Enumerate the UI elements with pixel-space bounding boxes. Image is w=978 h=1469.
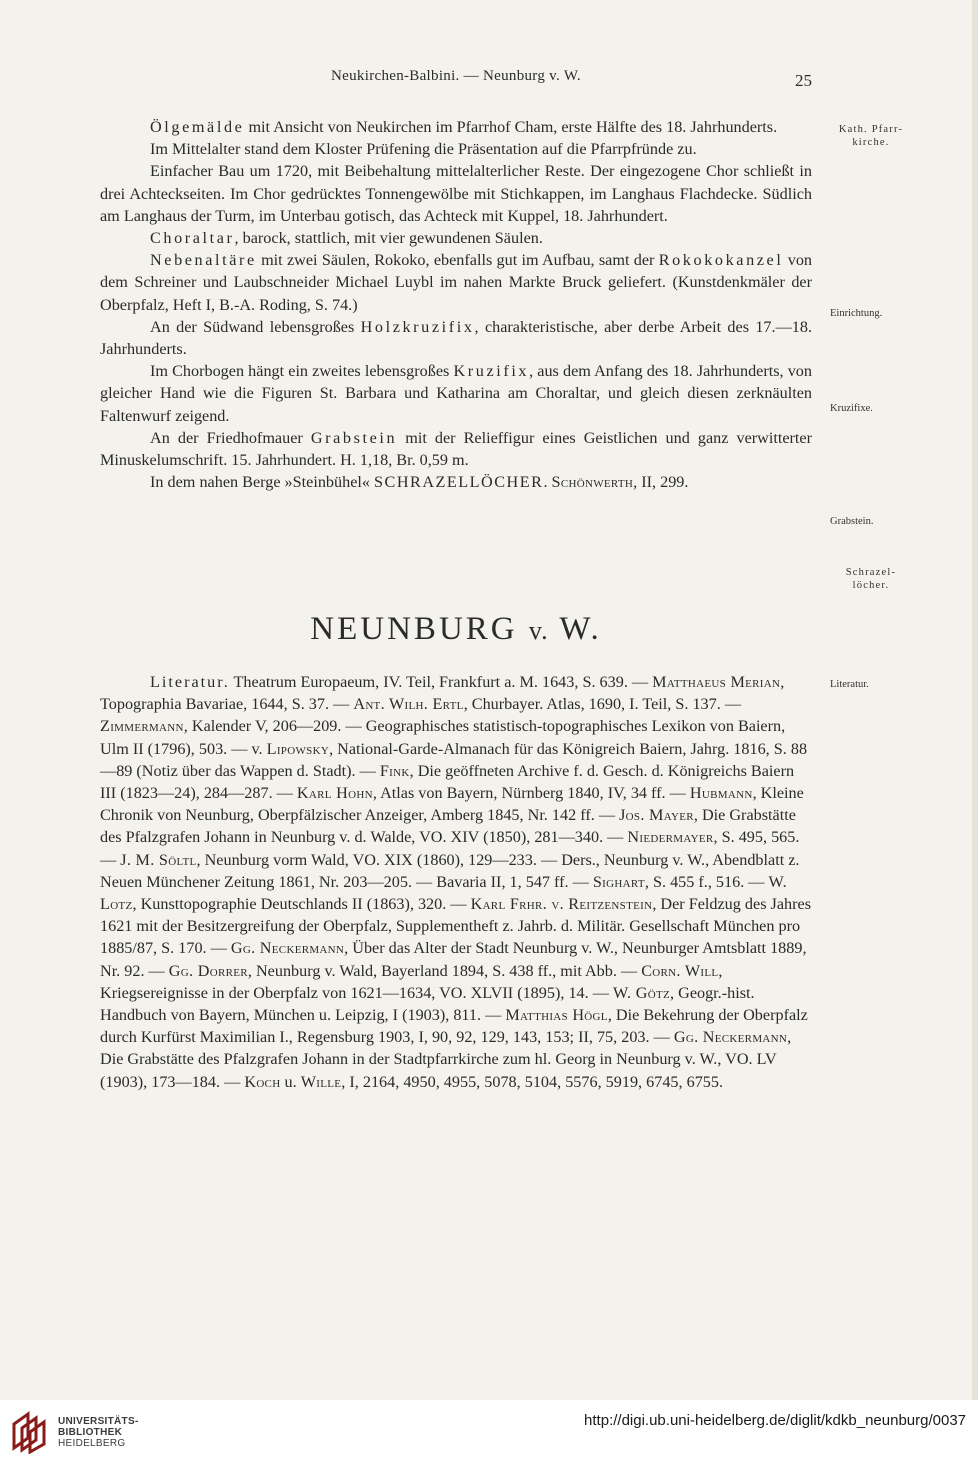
literature-text: u. (280, 1072, 301, 1091)
literature-text: , Der Feldzug des Jahres 1621 mit der Besitzergreifung der Oberpfalz, Supplementheft z. Jahrb. d. Militär. Gesellschaft München pro 1885/87, S. 170. — (100, 895, 811, 958)
library-name-line: BIBLIOTHEK (58, 1427, 123, 1438)
paragraph-text: , barock, stattlich, mit vier gewundenen Säulen. (234, 229, 543, 248)
page-number: 25 (795, 71, 812, 90)
literature-author: Zimmermann (100, 717, 184, 736)
margin-note-line: kirche. (852, 137, 890, 148)
margin-note-kath-pfarrkirche (830, 123, 912, 149)
literature-author: Koch (244, 1072, 281, 1091)
spaced-term: Grabstein (310, 428, 398, 447)
paragraph-text: An der Friedhofmauer (150, 428, 311, 447)
literature-text: , Atlas von Bayern, Nürnberg 1840, IV, 34 ff. — (372, 784, 690, 803)
spaced-term: Ölgemälde (150, 118, 245, 136)
paragraph-mittelalter: Im Mittelalter stand dem Kloster Prüfening die Präsentation auf die Pfarrpfründe zu. (150, 140, 697, 159)
paragraph-grabstein (100, 427, 812, 471)
literature-author: Sighart (592, 872, 645, 891)
library-logo-icon (8, 1410, 52, 1454)
spaced-term: Nebenaltäre (150, 251, 257, 270)
paragraph-text: , charakteristische, aber derbe Arbeit des 17.—18. Jahrhunderts. (100, 317, 812, 359)
spaced-term: Choraltar (150, 229, 235, 248)
literature-text: , I, 2164, 4950, 4955, 5078, 5104, 5576, 5919, 6745, 6755. (341, 1072, 724, 1091)
margin-note-literatur: Literatur. (830, 679, 869, 690)
paragraph-text: , aus dem Anfang des 18. Jahrhunderts, von gleicher Hand wie die Figuren St. Barbara und Katharina am Choraltar, und gleich diesen zerknäulten Faltenwurf zeigend. (100, 362, 812, 425)
margin-note-line: Schrazel- (845, 567, 897, 578)
literature-text: , Geogr.-hist. Handbuch von Bayern, München u. Leipzig, I (1903), 811. — (100, 983, 755, 1025)
literature-text: , Die Bekehrung der Oberpfalz durch Kurfürst Maximilian I., Regensburg 1903, I, 90, 92, 129, 143, 153; II, 75, 203. — (100, 1006, 808, 1047)
margin-note-schrazelloecher (830, 566, 912, 592)
literature-text: , Topographia Bavariae, 1644, S. 37. — (100, 673, 785, 714)
literature-paragraph (100, 671, 812, 1093)
literature-author: Karl Frhr. v. Reitzenstein (470, 895, 653, 914)
source-url[interactable]: http://digi.ub.uni-heidelberg.de/diglit/kdkb_neunburg/0037 (584, 1412, 966, 1429)
church-description (100, 116, 812, 493)
literature-author: Jos. Mayer (619, 806, 694, 825)
section-title-main: NEUNBURG (310, 611, 518, 647)
margin-note-line: löcher. (852, 580, 890, 591)
literature-text: Theatrum Europaeum, IV. Teil, Frankfurt a. M. 1643, S. 639. — (229, 673, 653, 691)
footer-bar (0, 1400, 978, 1469)
paragraph-bau: Einfacher Bau um 1720, mit Beibehaltung mittelalterlicher Reste. Der eingezogene Chor schließt in drei Achteckseiten. Im Chor gedrücktes Tonnengewölbe mit Stichkappen, im Langhaus Flachdecke. Südlich am Langhaus der Turm, im Unterbau gotisch, das Achteck mit Kuppel, 18. Jahrhundert. (100, 162, 812, 225)
margin-note-grabstein: Grabstein. (830, 516, 874, 527)
literature-text: , Churbayer. Atlas, 1690, I. Teil, S. 137. — (463, 695, 742, 714)
section-title-small: v. (528, 616, 549, 645)
margin-note-einrichtung: Einrichtung. (830, 308, 883, 319)
literature-text: , Die Grabstätte des Pfalzgrafen Johann in Neunburg v. d. Walde, VO. XIV (1850), 281—340. — (100, 806, 796, 847)
literature-text: , Die geöffneten Archive f. d. Gesch. d. Königreichs Baiern III (1823—24), 284—287. — (100, 761, 795, 803)
literature-text: , Kunsttopographie Deutschlands II (1863), 320. — (132, 895, 471, 914)
literature-author: W. Götz (612, 983, 671, 1002)
literature-text: , Neunburg v. Wald, Bayerland 1894, S. 438 ff., mit Abb. — (247, 961, 642, 980)
literature-text: , Kalender V, 206—209. — Geographisches statistisch-topographisches Lexikon von Baiern, Ulm II (1796), 503. — v. (100, 717, 786, 758)
author-name: Schönwerth (551, 473, 634, 492)
margin-note-kruzifixe: Kruzifixe. (830, 403, 873, 414)
literature-author: Corn. Will (641, 961, 719, 980)
literature-author: Matthias Högl (505, 1006, 608, 1025)
literature-author: Gg. Neckermann (230, 939, 345, 958)
spaced-term: Rokokokanzel (658, 251, 784, 270)
literature-author: Gg. Dorrer (168, 961, 248, 980)
paragraph-text: . (543, 473, 552, 492)
library-name (58, 1416, 139, 1449)
paragraph-choraltar (100, 227, 812, 249)
literature-author: J. M. Söltl (120, 850, 197, 869)
paragraph-text: In dem nahen Berge »Steinbühel« (150, 473, 375, 492)
paragraph-schrazelloecher (100, 471, 812, 493)
literature-author: Fink (379, 761, 410, 780)
literature-text: , Kleine Chronik von Neunburg, Oberpfälzischer Anzeiger, Amberg 1845, Nr. 142 ff. — (100, 784, 804, 825)
paragraph-nebenaltaere (100, 249, 812, 316)
running-header (100, 68, 812, 88)
paragraph-text: mit Ansicht von Neukirchen im Pfarrhof Cham, erste Hälfte des 18. Jahrhunderts. (244, 118, 778, 136)
library-name-line: UNIVERSITÄTS- (58, 1416, 139, 1427)
literature-author: Gg. Neckermann (673, 1028, 788, 1047)
literature-author: Hubmann (689, 784, 753, 803)
literature-author: Lipowsky (266, 739, 330, 758)
paragraph-kruzifix (100, 360, 812, 427)
literature-author: Matthaeus Merian (652, 673, 781, 691)
literature-author: Wille (300, 1072, 342, 1091)
paragraph-holzkruzifix (100, 316, 812, 360)
spaced-term: Holzkruzifix (360, 317, 475, 336)
literature-author: W. Lotz (100, 872, 787, 914)
section-title (100, 611, 812, 648)
section-title-end: W. (559, 611, 602, 647)
paragraph-text: Im Chorbogen hängt ein zweites lebensgroßes (150, 362, 454, 381)
paragraph-text: , II, 299. (633, 473, 689, 492)
literature-author: Karl Hohn (296, 784, 373, 803)
margin-note-line: Kath. Pfarr- (838, 124, 904, 135)
paragraph-text: An der Südwand lebensgroßes (150, 317, 361, 336)
literature-text: , S. 495, 565. — (100, 828, 800, 869)
running-title: Neukirchen-Balbini. — Neunburg v. W. (331, 68, 581, 84)
literature-text: , Die Grabstätte des Pfalzgrafen Johann in der Stadtpfarrkirche zum hl. Georg in Neunburg v. W., VO. LV (1903), 173—184. — (100, 1028, 792, 1091)
paragraph-text: von dem Schreiner und Laubschneider Michael Luybl im nahen Markte Bruck geliefert. (Kunstdenkmäler der Oberpfalz, Heft I, B.-A. Roding, S. 74.) (100, 251, 813, 314)
literature-text: , National-Garde-Almanach für das Königreich Baiern, Jahrg. 1816, S. 88—89 (Notiz über das Wappen d. Stadt). — (100, 739, 808, 780)
literature-author: Niedermayer (627, 828, 714, 847)
literature-text: , Kriegsereignisse in der Oberpfalz von 1621—1634, VO. XLVII (1895), 14. — (100, 961, 723, 1002)
literature-text: , Neunburg vorm Wald, VO. XIX (1860), 129—233. — Ders., Neunburg v. W., Abendblatt z. Neuen Münchener Zeitung 1861, Nr. 203—205. — Bavaria II, 1, 547 ff. — (100, 850, 800, 891)
spaced-term: Kruzifix (453, 362, 530, 381)
paragraph-text: mit zwei Säulen, Rokoko, ebenfalls gut im Aufbau, samt der (256, 251, 659, 270)
paragraph-text: mit der Relieffigur eines Geistlichen und ganz verwitterter Minuskelumschrift. 15. Jahrhundert. H. 1,18, Br. 0,59 m. (100, 428, 812, 470)
literature-text: , S. 455 f., 516. — (644, 872, 769, 891)
library-name-line: HEIDELBERG (58, 1438, 126, 1449)
paragraph-oelgemaelde (100, 116, 812, 138)
caps-term: SCHRAZELLÖCHER (374, 473, 544, 492)
literature-text: , Über das Alter der Stadt Neunburg v. W., Neunburger Amtsblatt 1889, Nr. 92. — (100, 939, 807, 980)
literature-label: Literatur. (150, 673, 230, 691)
literature-author: Ant. Wilh. Ertl (353, 695, 464, 714)
page-edge (972, 0, 978, 1400)
literature-section (100, 671, 812, 1093)
